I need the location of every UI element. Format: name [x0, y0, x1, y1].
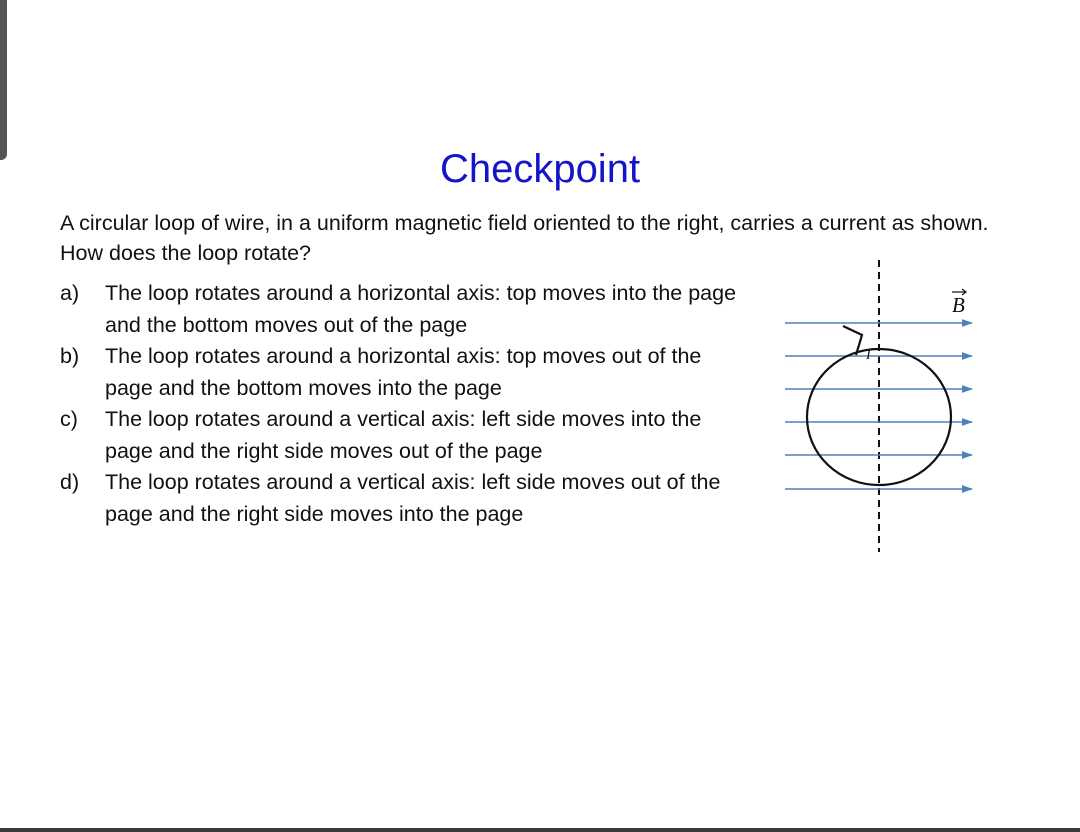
current-label: I	[866, 348, 871, 363]
option-letter: c)	[60, 407, 78, 431]
bottom-rule	[0, 828, 1080, 832]
option-letter: d)	[60, 470, 80, 494]
option-text: The loop rotates around a vertical axis: left side moves into the page and the right side moves out of the page	[105, 407, 702, 463]
field-label	[952, 289, 966, 317]
question-text: A circular loop of wire, in a uniform magnetic field oriented to the right, carries a current as shown. How does the loop rotate?	[60, 211, 989, 265]
option-text: The loop rotates around a horizontal axis: top moves out of the page and the bottom moves into the page	[105, 344, 702, 400]
magnetic-field-loop-diagram	[780, 255, 990, 555]
slide-title: Checkpoint	[439, 147, 641, 191]
left-edge-tab	[0, 0, 7, 160]
option-b	[60, 341, 740, 404]
option-text: The loop rotates around a horizontal axis: top moves into the page and the bottom moves out of the page	[105, 281, 737, 337]
option-c	[60, 404, 740, 467]
field-symbol: B	[952, 293, 965, 317]
answer-options	[60, 278, 740, 530]
option-a	[60, 278, 740, 341]
option-d	[60, 467, 740, 530]
option-letter: b)	[60, 344, 80, 368]
option-letter: a)	[60, 281, 80, 305]
option-text: The loop rotates around a vertical axis: left side moves out of the page and the right side moves into the page	[105, 470, 721, 526]
